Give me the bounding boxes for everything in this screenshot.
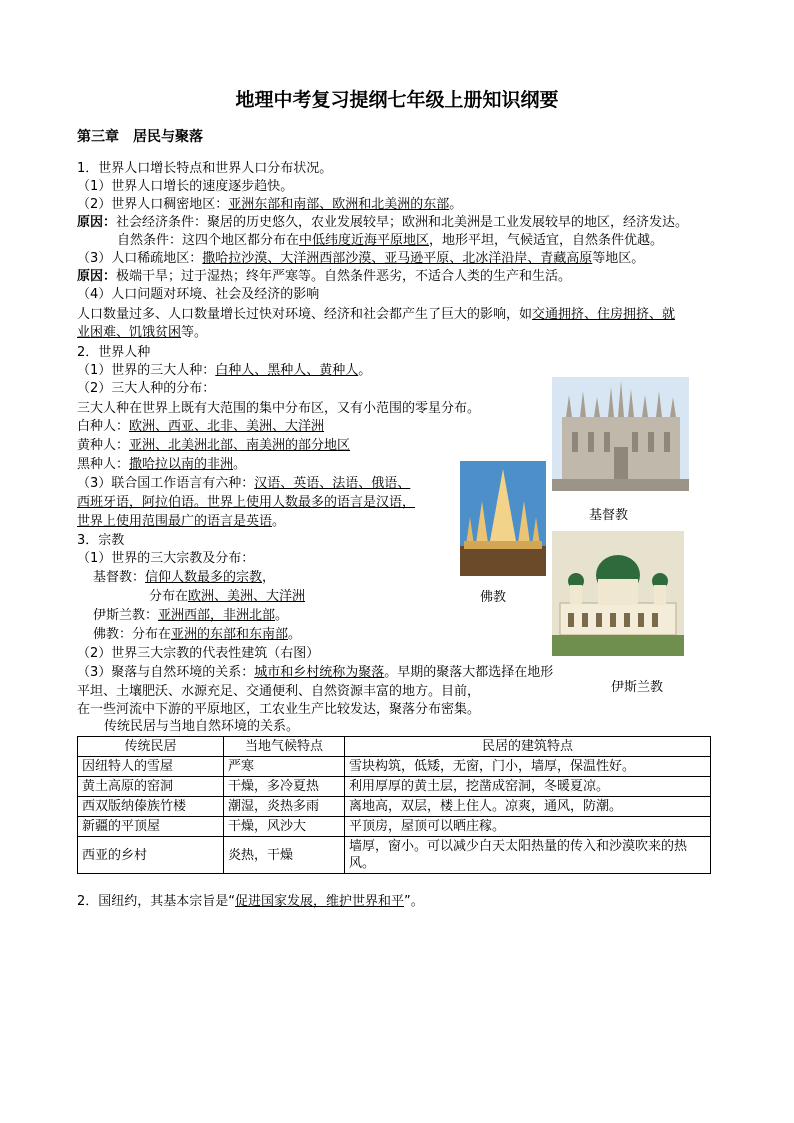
paragraph-impact-cont: 业困难、饥饿贫困等。 — [77, 325, 208, 340]
section-3-heading: 3．宗教 — [77, 533, 125, 548]
line-languages-3: 世界上使用范围最广的语言是英语。 — [77, 514, 286, 529]
section-1-heading: 1．世界人口增长特点和世界人口分布状况。 — [77, 161, 333, 176]
table-cell: 利用厚厚的黄土层，挖凿成窑洞，冬暖夏凉。 — [345, 777, 711, 797]
line-black: 黑种人：撒哈拉以南的非洲。 — [77, 457, 247, 472]
chapter-heading: 第三章 居民与聚落 — [77, 129, 203, 145]
table-cell: 黄土高原的窑洞 — [78, 777, 224, 797]
line-three-races: （1）世界的三大人种：白种人、黑种人、黄种人。 — [77, 363, 372, 378]
line-buddhism: 佛教：分布在亚洲的东部和东南部。 — [93, 627, 302, 642]
line-settlements-2: 平坦、土壤肥沃、水源充足、交通便利、自然资源丰富的地方。目前， — [77, 684, 481, 699]
caption-christianity: 基督教 — [589, 508, 629, 523]
table-cell: 雪块构筑，低矮，无窗，门小，墙厚，保温性好。 — [345, 757, 711, 777]
table-cell: 严寒 — [224, 757, 345, 777]
line-white: 白种人：欧洲、西亚、北非、美洲、大洋洲 — [77, 419, 325, 434]
line-three-religions: （1）世界的三大宗教及分布： — [77, 551, 255, 566]
line-un-purpose: 2．国纽约，其基本宗旨是“促进国家发展，维护世界和平”。 — [77, 894, 424, 909]
dwellings-table — [77, 736, 711, 874]
cathedral-photo — [552, 377, 689, 491]
table-header-row — [78, 737, 711, 757]
line-settlements-3: 在一些河流中下游的平原地区，工农业生产比较发达，聚落分布密集。 — [77, 702, 481, 717]
table-row — [78, 837, 711, 874]
table-cell: 平顶房，屋顶可以晒庄稼。 — [345, 817, 711, 837]
line-yellow: 黄种人：亚洲、北美洲北部、南美洲的部分地区 — [77, 438, 351, 453]
line-population-growth: （1）世界人口增长的速度逐步趋快。 — [77, 179, 294, 194]
page-title: 地理中考复习提纲七年级上册知识纲要 — [235, 89, 559, 111]
table-cell: 西双版纳傣族竹楼 — [78, 797, 224, 817]
line-reason-2: 原因：极端干旱；过于湿热；终年严寒等。自然条件恶劣，不适合人类的生产和生活。 — [77, 269, 572, 284]
line-dwellings-intro: 传统民居与当地自然环境的关系。 — [104, 719, 300, 734]
paragraph-impact: 人口数量过多、人口数量增长过快对环境、经济和社会都产生了巨大的影响，如交通拥挤、住房拥挤、就 — [77, 307, 676, 322]
table-row — [78, 817, 711, 837]
caption-islam: 伊斯兰教 — [611, 680, 664, 695]
line-dense-regions: （2）世界人口稠密地区：亚洲东部和南部、欧洲和北美洲的东部。 — [77, 197, 463, 212]
line-reason-1: 原因：社会经济条件：聚居的历史悠久，农业发展较早；欧洲和北美洲是工业发展较早的地区，经济发达。 — [77, 215, 689, 230]
mosque-photo — [552, 531, 684, 656]
table-cell: 墙厚，窗小。可以减少白天太阳热量的传入和沙漠吹来的热风。 — [345, 837, 711, 874]
table-row — [78, 777, 711, 797]
table-header-dwelling: 传统民居 — [78, 737, 224, 757]
table-row — [78, 757, 711, 777]
section-2-heading: 2．世界人种 — [77, 345, 151, 360]
line-settlements: （3）聚落与自然环境的关系：城市和乡村统称为聚落。早期的聚落大都选择在地形 — [77, 665, 554, 680]
table-cell: 离地高，双层，楼上住人。凉爽，通风，防潮。 — [345, 797, 711, 817]
line-race-distribution: （2）三大人种的分布： — [77, 381, 216, 396]
line-reason-1-natural: 自然条件：这四个地区都分布在中低纬度近海平原地区，地形平坦，气候适宜，自然条件优越。 — [117, 233, 664, 248]
line-religious-buildings: （2）世界三大宗教的代表性建筑（右图） — [77, 646, 320, 661]
line-languages: （3）联合国工作语言有六种：汉语、英语、法语、俄语、 — [77, 476, 411, 491]
table-header-features: 民居的建筑特点 — [345, 737, 711, 757]
table-cell: 干燥，风沙大 — [224, 817, 345, 837]
line-sparse-regions: （3）人口稀疏地区：撒哈拉沙漠、大洋洲西部沙漠、亚马逊平原、北冰洋沿岸、青藏高原等地区。 — [77, 251, 645, 266]
table-cell: 干燥，多冷夏热 — [224, 777, 345, 797]
table-header-climate: 当地气候特点 — [224, 737, 345, 757]
line-christianity-dist: 分布在欧洲、美洲、大洋洲 — [149, 589, 306, 604]
line-christianity: 基督教：信仰人数最多的宗教， — [93, 570, 276, 585]
line-languages-2: 西班牙语，阿拉伯语。世界上使用人数最多的语言是汉语， — [77, 495, 416, 510]
table-cell: 炎热，干燥 — [224, 837, 345, 874]
pagoda-photo — [460, 461, 546, 576]
table-cell: 潮湿，炎热多雨 — [224, 797, 345, 817]
caption-buddhism: 佛教 — [480, 590, 507, 605]
line-distribution-desc: 三大人种在世界上既有大范围的集中分布区，又有小范围的零星分布。 — [77, 401, 481, 416]
table-row — [78, 797, 711, 817]
line-islam: 伊斯兰教：亚洲西部，非洲北部。 — [93, 608, 289, 623]
table-cell: 因纽特人的雪屋 — [78, 757, 224, 777]
table-cell: 新疆的平顶屋 — [78, 817, 224, 837]
table-cell: 西亚的乡村 — [78, 837, 224, 874]
line-population-problems: （4）人口问题对环境、社会及经济的影响 — [77, 287, 320, 302]
